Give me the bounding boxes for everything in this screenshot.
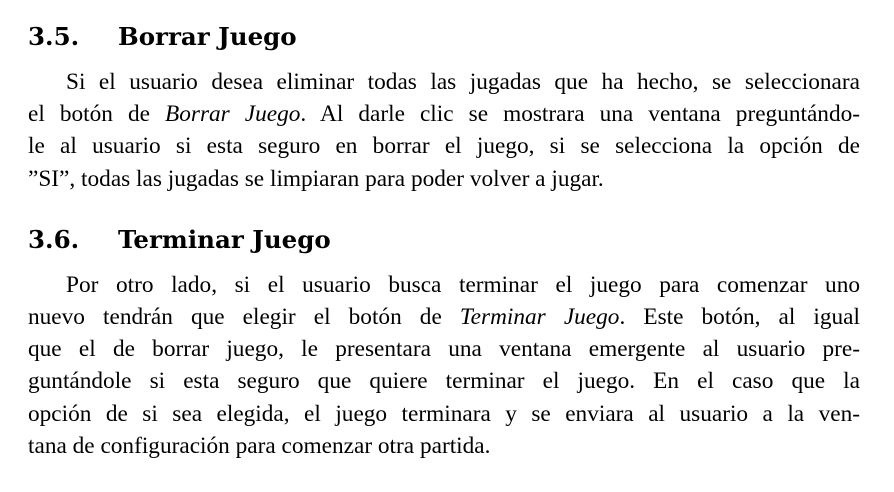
section-number: 3.6. xyxy=(28,224,80,254)
paragraph-line: ”SI”, todas las jugadas se limpiaran para poder volver a jugar. xyxy=(28,165,604,192)
section-number: 3.5. xyxy=(28,22,80,51)
emphasis-button-name: Borrar Juego xyxy=(165,101,301,128)
paragraph-line: guntándole si esta seguro que quiere terminar el juego. En el caso que la xyxy=(28,368,860,395)
emphasis-button-name: Terminar Juego xyxy=(459,303,620,330)
paragraph-line: le al usuario si esta seguro en borrar el juego, si se selecciona la opción de xyxy=(28,133,860,160)
section-title: Borrar Juego xyxy=(118,22,297,51)
paragraph-line: que el de borrar juego, le presentara una ventana emergente al usuario pre- xyxy=(28,336,860,363)
paragraph-line: Si el usuario desea eliminar todas las jugadas que ha hecho, se seleccionara xyxy=(66,69,860,95)
section-heading xyxy=(28,223,860,261)
section-paragraph xyxy=(28,269,860,462)
section-3-6 xyxy=(28,223,860,462)
section-heading xyxy=(28,20,860,58)
paragraph-line: Por otro lado, si el usuario busca terminar el juego para comenzar uno xyxy=(66,271,860,298)
paragraph-line: opción de si sea elegida, el juego terminara y se enviara al usuario a la ven- xyxy=(28,400,860,427)
section-title: Terminar Juego xyxy=(118,224,331,254)
paragraph-line: tana de configuración para comenzar otra partida. xyxy=(28,432,491,459)
document-page xyxy=(28,20,860,462)
paragraph-line: nuevo tendrán que elegir el botón de Terminar Juego. Este botón, al igual xyxy=(28,303,860,330)
section-paragraph xyxy=(28,66,860,195)
section-3-5 xyxy=(28,20,860,195)
paragraph-line: el botón de Borrar Juego. Al darle clic se mostrara una ventana preguntándo- xyxy=(28,101,861,128)
